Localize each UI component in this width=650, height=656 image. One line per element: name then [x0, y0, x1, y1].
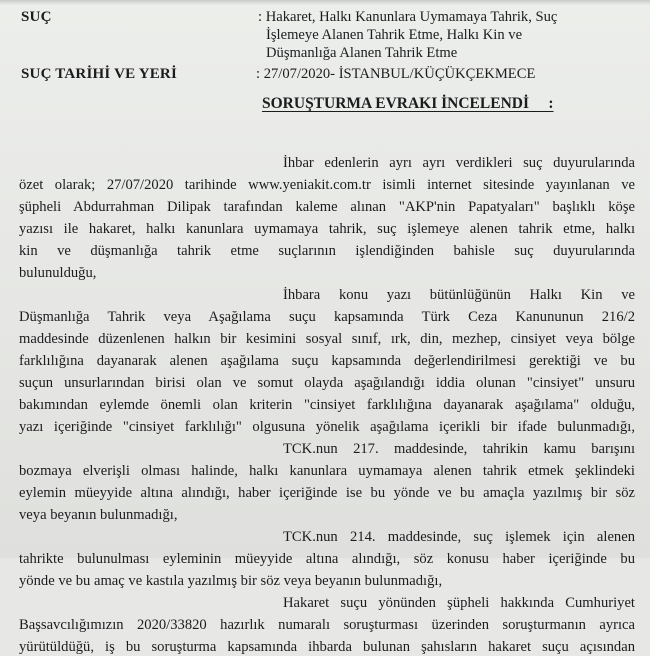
body-line: eylemin müeyyide altına alındığı, haber içeriğinde ise bu yönde ve bu amaçla yazılmış bir söz [19, 485, 635, 501]
crime-value-line-2: İşlemeye Alanen Tahrik Etme, Halkı Kin ve [266, 27, 523, 43]
body-line: yazısı ile hakaret, halkı kanunlara uymamaya tahrik, suç işlemeye alenen tahrik etme, halkı [19, 221, 635, 237]
crime-date-place-label: SUÇ TARİHİ VE YERİ [21, 66, 178, 82]
body-line: şüpheli Abdurrahman Dilipak tarafından kaleme alınan "AKP'nin Papatyaları" başlıklı köşe [19, 199, 635, 215]
crime-value-line-3: Düşmanlığa Alanen Tahrik Etme [266, 45, 458, 61]
body-line: İhbar edenlerin ayrı ayrı verdikleri suç duyurularında [283, 155, 635, 171]
body-line: Düşmanlığa Tahrik veya Aşağılama suçu kapsamında Türk Ceza Kanununun 216/2 [19, 309, 635, 325]
crime-label: SUÇ [21, 9, 52, 25]
body-line: maddesinde düzenlenen halkın bir kesimini sosyal sınıf, ırk, din, mezhep, cinsiyet veya bölge [19, 331, 635, 347]
body-line: tahrikte bulunulması eyleminin müeyyide altına alındığı, söz konusu haber içeriğinde bu [19, 551, 635, 567]
body-line: özet olarak; 27/07/2020 tarihinde www.yeniakit.com.tr isimli internet sitesinde yayınlanan ve [19, 177, 635, 193]
body-line: Başsavcılığımızın 2020/33820 hazırlık numaralı soruşturması üzerinden soruşturmanın ayrıca [19, 617, 635, 633]
body-line: farklılığına dayanarak alenen aşağılama suçu kapsamında değerlendirilmesi gerektiği ve bu [19, 353, 635, 369]
body-line: suçun unsurlarından birisi olan ve somut olayda aşağılandığı iddia olunan "cinsiyet" unsuru [19, 375, 635, 391]
body-line: bakımından eylemde önemli olan kriterin "cinsiyet farklılığına dayanarak aşağılama" olduğu, [19, 397, 635, 413]
body-line: veya beyanın bulunmadığı, [19, 507, 178, 523]
page-top-edge [0, 0, 650, 5]
crime-date-place-value: : 27/07/2020- İSTANBUL/KÜÇÜKÇEKMECE [256, 66, 536, 82]
body-line: yürütüldüğü, iş bu soruşturma kapsamında ihbarda bulunan şahısların hakaret suçu açısından [19, 639, 635, 655]
body-line: TCK.nun 217. maddesinde, tahrikin kamu barışını [283, 441, 635, 457]
body-line: Hakaret suçu yönünden şüpheli hakkında Cumhuriyet [283, 595, 635, 611]
crime-value-line-1: : Hakaret, Halkı Kanunlara Uymamaya Tahrik, Suç [258, 9, 558, 25]
body-line: yazı içeriğinde "cinsiyet farklılığı" olgusuna yönelik aşağılama içerikli bir ifade bulunmadığı, [19, 419, 635, 435]
body-line: yönde ve bu amaç ve kastıla yazılmış bir söz veya beyanın bulunmadığı, [19, 573, 443, 589]
body-line: bulunulduğu, [19, 265, 97, 281]
body-line: TCK.nun 214. maddesinde, suç işlemek için alenen [283, 529, 635, 545]
body-line: bozmaya elverişli olması halinde, halkı kanunlara uymamaya alenen tahrik etmek şeklindeki [19, 463, 635, 479]
body-line: kin ve düşmanlığa tahrik etme suçlarının işlendiğinden bahisle suç duyurularında [19, 243, 635, 259]
body-line: İhbara konu yazı bütünlüğünün Halkı Kin ve [283, 287, 635, 303]
section-heading: SORUŞTURMA EVRAKI İNCELENDİ : [262, 95, 554, 112]
